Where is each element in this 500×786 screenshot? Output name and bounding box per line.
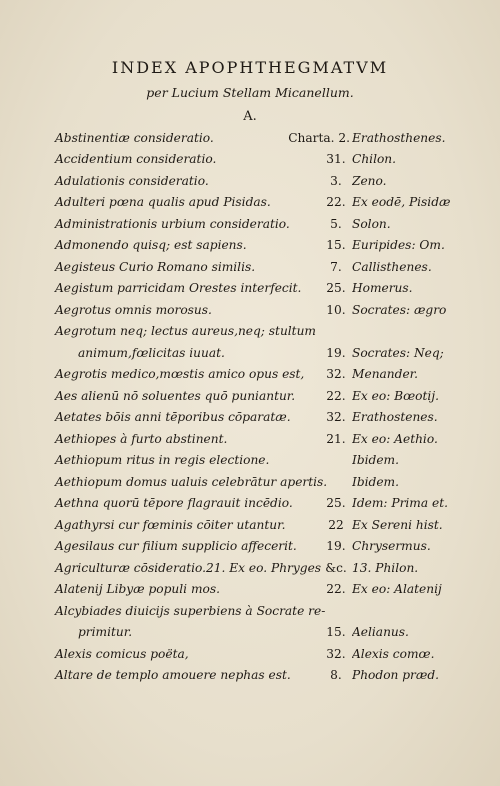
index-entry <box>0 172 500 190</box>
entry-text: Altare de templo amouere nephas est. <box>55 668 291 682</box>
entry-number: 21. <box>326 432 346 446</box>
entry-source: Ex eo: Bœotij. <box>352 389 439 403</box>
index-entry <box>0 430 500 448</box>
index-entry <box>0 666 500 684</box>
entry-source: Alexis comœ. <box>352 647 435 661</box>
entry-text: Agesilaus cur filium supplicio affecerit. <box>55 539 297 553</box>
entry-source: Chilon. <box>352 152 397 166</box>
entry-number: 22. <box>326 582 346 596</box>
entry-number: 31. <box>326 152 346 166</box>
entry-number: 32. <box>326 410 346 424</box>
entry-source: Callisthenes. <box>352 260 432 274</box>
entry-number: 22. <box>326 389 346 403</box>
entry-text: Aethna quorū tēpore flagrauit incēdio. <box>55 496 293 510</box>
entry-source: Ex Sereni hist. <box>352 518 443 532</box>
entry-text: Alcybiades diuicijs superbiens à Socrate re- <box>55 604 326 618</box>
index-entry <box>0 559 500 577</box>
index-entry <box>0 258 500 276</box>
index-entry <box>0 494 500 512</box>
entry-source: Socrates: ægro <box>352 303 447 317</box>
entry-number: Charta. 2. <box>288 131 350 145</box>
entry-source: Ex eodē, Pisidæ <box>352 195 451 209</box>
entry-source: Erathostenes. <box>352 410 438 424</box>
entry-number: 19. <box>326 539 346 553</box>
entry-number: 3. <box>330 174 342 188</box>
entry-text: Alatenij Libyæ populi mos. <box>55 582 220 596</box>
entry-text: Admonendo quisq; est sapiens. <box>55 238 247 252</box>
entry-text: Aetates bōis anni tēporibus cōparatæ. <box>55 410 291 424</box>
entry-source: Zeno. <box>352 174 387 188</box>
entry-number: 5. <box>330 217 342 231</box>
entry-text: Aethiopes à furto abstinent. <box>55 432 228 446</box>
index-entry <box>0 236 500 254</box>
entry-number: 22 <box>328 518 344 532</box>
entry-text: Accidentium consideratio. <box>55 152 217 166</box>
index-entry <box>0 129 500 147</box>
page-subtitle: per Lucium Stellam Micanellum. <box>146 85 354 100</box>
entry-source: Homerus. <box>352 281 413 295</box>
entry-number: 32. <box>326 647 346 661</box>
index-entry <box>0 516 500 534</box>
page-title: INDEX APOPHTHEGMATVM <box>111 58 389 77</box>
entry-text: Abstinentiæ consideratio. <box>55 131 214 145</box>
entry-number: 10. <box>326 303 346 317</box>
index-entry <box>0 193 500 211</box>
entry-text: Agathyrsi cur fœminis cōiter utantur. <box>55 518 286 532</box>
entry-source: Idem: Prima et. <box>352 496 448 510</box>
index-entry <box>0 580 500 598</box>
entry-source: Ibidem. <box>352 453 399 467</box>
index-entry <box>0 322 500 340</box>
index-entry <box>0 602 500 620</box>
entry-number: 8. <box>330 668 342 682</box>
entry-text: Aegistum parricidam Orestes interfecit. <box>55 281 302 295</box>
entry-source: Ibidem. <box>352 475 399 489</box>
entry-text: Aegrotis medico,mœstis amico opus est, <box>55 367 305 381</box>
index-entry <box>0 215 500 233</box>
entry-text: Aethiopum ritus in regis electione. <box>55 453 270 467</box>
entry-number: 25. <box>326 496 346 510</box>
index-entry-continuation <box>0 344 500 362</box>
entry-number: 19. <box>326 346 346 360</box>
entry-number: &c. <box>325 561 347 575</box>
entry-number: 7. <box>330 260 342 274</box>
entry-number: 22. <box>326 195 346 209</box>
entry-number: 15. <box>326 238 346 252</box>
index-entry <box>0 365 500 383</box>
entry-source: Ex eo: Aethio. <box>352 432 438 446</box>
entry-source: Socrates: Neq; <box>352 346 444 360</box>
entry-source: Euripides: Om. <box>352 238 445 252</box>
entry-number: 25. <box>326 281 346 295</box>
entry-text: Aegrotus omnis morosus. <box>55 303 212 317</box>
entry-text: Administrationis urbium consideratio. <box>55 217 290 231</box>
entry-text: Adulationis consideratio. <box>55 174 209 188</box>
index-entry-continuation <box>0 623 500 641</box>
index-entry <box>0 473 500 491</box>
entry-number: 15. <box>326 625 346 639</box>
entry-text: Aegrotum neq; lectus aureus,neq; stultum <box>55 324 316 338</box>
index-entry <box>0 408 500 426</box>
entry-text: Adulteri pœna qualis apud Pisidas. <box>55 195 271 209</box>
entry-text: Agriculturæ cōsideratio.21. Ex eo. Phryges <box>55 561 322 575</box>
index-entry <box>0 279 500 297</box>
index-entry <box>0 451 500 469</box>
index-entry <box>0 537 500 555</box>
entry-number: 32. <box>326 367 346 381</box>
entry-text: animum,fœlicitas iuuat. <box>78 346 225 360</box>
entry-text: Aethiopum domus ualuis celebrātur apertis. <box>55 475 328 489</box>
index-entry <box>0 301 500 319</box>
entry-source: Phodon præd. <box>352 668 440 682</box>
index-entry <box>0 645 500 663</box>
entry-source: Erathosthenes. <box>352 131 446 145</box>
entry-source: Menander. <box>352 367 419 381</box>
entry-source: 13. Philon. <box>352 561 419 575</box>
entry-source: Solon. <box>352 217 391 231</box>
index-entry <box>0 387 500 405</box>
entry-source: Aelianus. <box>352 625 409 639</box>
section-letter: A. <box>243 109 257 124</box>
entry-text: primitur. <box>78 625 133 639</box>
entry-text: Aegisteus Curio Romano similis. <box>55 260 256 274</box>
index-entry <box>0 150 500 168</box>
entry-source: Chrysermus. <box>352 539 431 553</box>
entry-text: Alexis comicus poëta, <box>55 647 189 661</box>
entry-source: Ex eo: Alatenij <box>352 582 442 596</box>
entry-text: Aes alienū nō soluentes quō puniantur. <box>55 389 296 403</box>
